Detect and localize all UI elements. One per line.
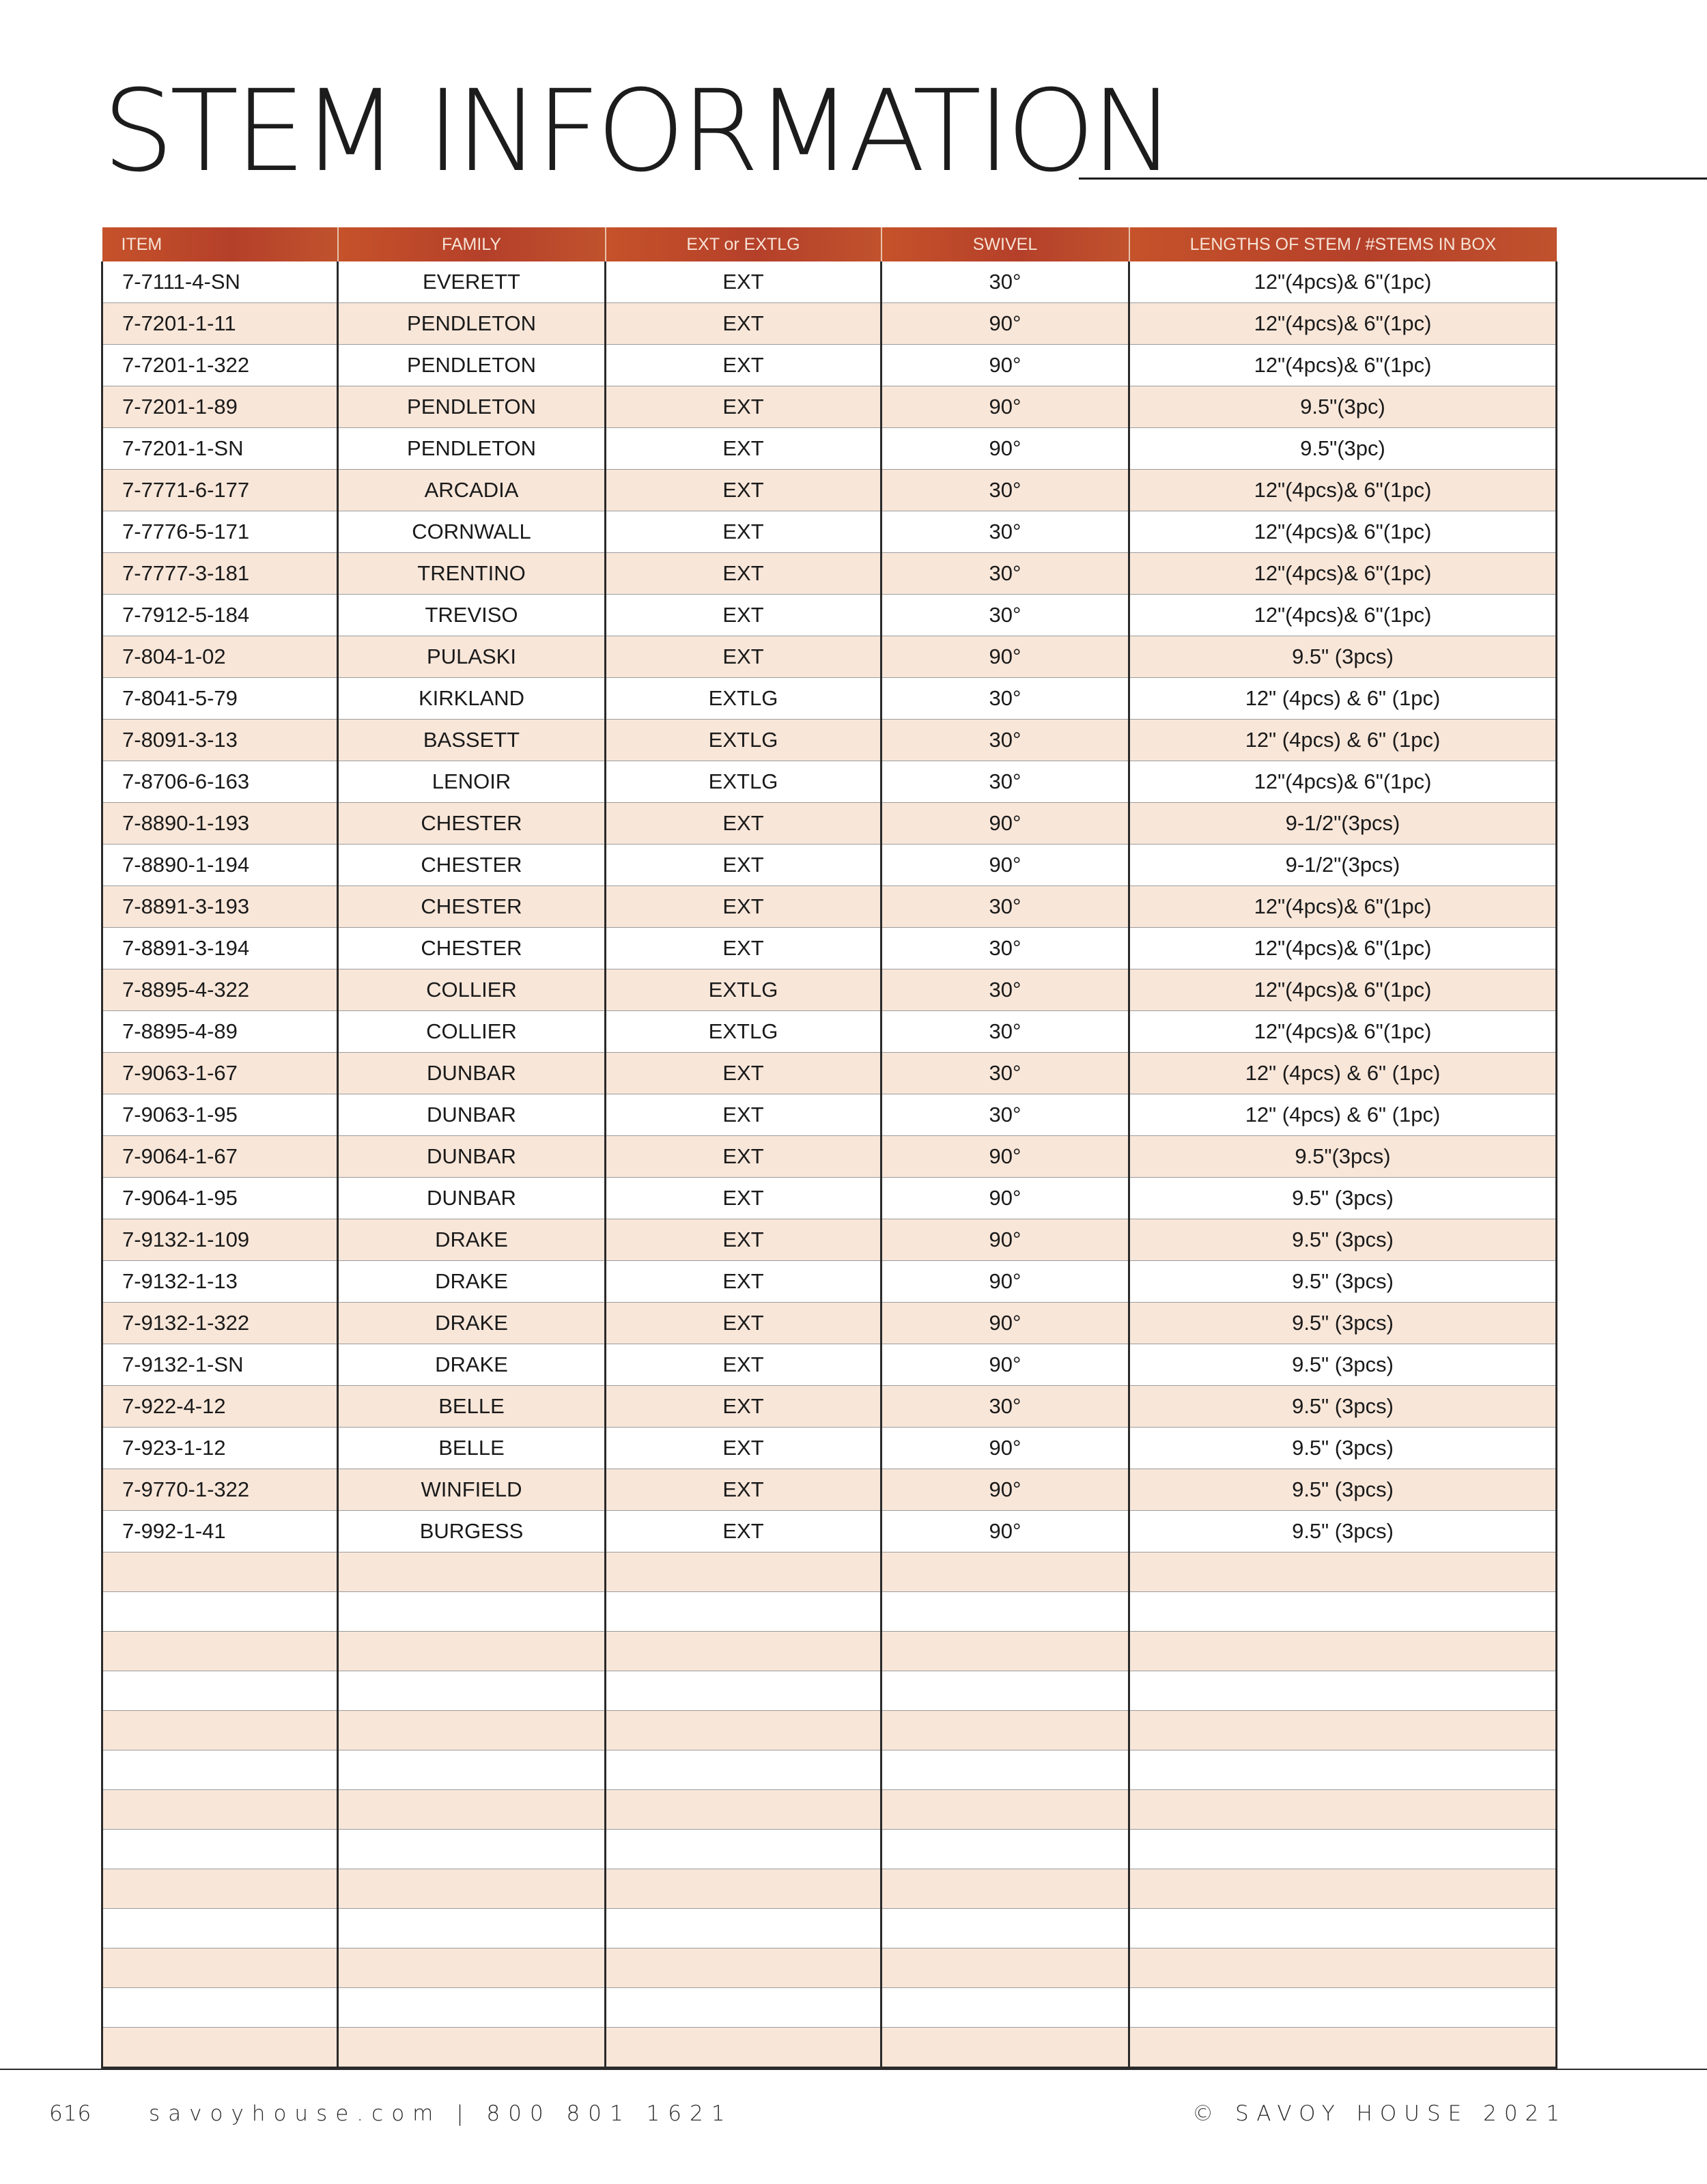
cell-family: KIRKLAND	[338, 678, 606, 720]
cell-ext: EXT	[606, 1303, 881, 1344]
empty-cell	[606, 1671, 881, 1711]
cell-ext: EXT	[606, 386, 881, 428]
empty-cell	[606, 2028, 881, 2068]
cell-swivel: 30°	[881, 928, 1129, 969]
cell-swivel: 90°	[881, 386, 1129, 428]
cell-family: TREVISO	[338, 595, 606, 636]
cell-family: CHESTER	[338, 803, 606, 845]
cell-swivel: 30°	[881, 1011, 1129, 1053]
cell-family: LENOIR	[338, 761, 606, 803]
empty-cell	[881, 1948, 1129, 1988]
empty-cell	[1129, 1988, 1557, 2028]
cell-item: 7-7776-5-171	[102, 511, 338, 553]
cell-family: TRENTINO	[338, 553, 606, 595]
cell-ext: EXT	[606, 1428, 881, 1469]
cell-ext: EXT	[606, 1344, 881, 1386]
cell-lengths: 9.5" (3pcs)	[1129, 636, 1557, 678]
empty-cell	[102, 1909, 338, 1948]
cell-lengths: 12"(4pcs)& 6"(1pc)	[1129, 511, 1557, 553]
cell-item: 7-8891-3-194	[102, 928, 338, 969]
cell-lengths: 12"(4pcs)& 6"(1pc)	[1129, 303, 1557, 345]
cell-family: CHESTER	[338, 928, 606, 969]
empty-cell	[606, 1948, 881, 1988]
table-row	[102, 1261, 1557, 1303]
cell-ext: EXT	[606, 511, 881, 553]
cell-swivel: 30°	[881, 511, 1129, 553]
cell-ext: EXT	[606, 1094, 881, 1136]
cell-family: PENDLETON	[338, 428, 606, 470]
table-row	[102, 1011, 1557, 1053]
empty-cell	[881, 1909, 1129, 1948]
cell-family: PULASKI	[338, 636, 606, 678]
table-row	[102, 720, 1557, 761]
table-row	[102, 1219, 1557, 1261]
table-row	[102, 1344, 1557, 1386]
cell-item: 7-8706-6-163	[102, 761, 338, 803]
empty-cell	[1129, 1671, 1557, 1711]
cell-family: DRAKE	[338, 1344, 606, 1386]
cell-lengths: 12"(4pcs)& 6"(1pc)	[1129, 261, 1557, 303]
cell-item: 7-9132-1-13	[102, 1261, 338, 1303]
cell-swivel: 30°	[881, 1386, 1129, 1428]
empty-cell	[102, 1988, 338, 2028]
empty-cell	[606, 1632, 881, 1671]
cell-item: 7-7201-1-89	[102, 386, 338, 428]
cell-item: 7-8890-1-194	[102, 845, 338, 886]
table-header-row	[102, 227, 1557, 261]
cell-family: CHESTER	[338, 845, 606, 886]
empty-cell	[606, 1830, 881, 1869]
empty-table-row	[102, 1948, 1557, 1988]
empty-table-row	[102, 1592, 1557, 1632]
table-row	[102, 595, 1557, 636]
cell-ext: EXT	[606, 345, 881, 386]
cell-family: PENDLETON	[338, 345, 606, 386]
cell-swivel: 30°	[881, 886, 1129, 928]
cell-ext: EXT	[606, 1261, 881, 1303]
cell-swivel: 90°	[881, 803, 1129, 845]
cell-lengths: 12"(4pcs)& 6"(1pc)	[1129, 595, 1557, 636]
cell-family: BELLE	[338, 1428, 606, 1469]
cell-swivel: 30°	[881, 261, 1129, 303]
cell-item: 7-9770-1-322	[102, 1469, 338, 1511]
cell-ext: EXT	[606, 1053, 881, 1094]
empty-cell	[881, 1671, 1129, 1711]
empty-cell	[606, 1869, 881, 1909]
cell-swivel: 90°	[881, 1136, 1129, 1178]
empty-cell	[102, 1632, 338, 1671]
cell-ext: EXT	[606, 1178, 881, 1219]
cell-swivel: 90°	[881, 1178, 1129, 1219]
empty-table-row	[102, 1711, 1557, 1750]
empty-cell	[1129, 1632, 1557, 1671]
cell-lengths: 9.5" (3pcs)	[1129, 1386, 1557, 1428]
empty-cell	[881, 1592, 1129, 1632]
cell-lengths: 12" (4pcs) & 6" (1pc)	[1129, 678, 1557, 720]
cell-ext: EXTLG	[606, 678, 881, 720]
table-row	[102, 928, 1557, 969]
cell-lengths: 12" (4pcs) & 6" (1pc)	[1129, 1053, 1557, 1094]
cell-item: 7-8891-3-193	[102, 886, 338, 928]
cell-item: 7-8890-1-193	[102, 803, 338, 845]
cell-item: 7-9132-1-109	[102, 1219, 338, 1261]
cell-ext: EXT	[606, 803, 881, 845]
empty-cell	[102, 1830, 338, 1869]
cell-family: BELLE	[338, 1386, 606, 1428]
empty-cell	[1129, 1711, 1557, 1750]
cell-family: CHESTER	[338, 886, 606, 928]
cell-item: 7-922-4-12	[102, 1386, 338, 1428]
col-header-lengths: LENGTHS OF STEM / #STEMS IN BOX	[1129, 227, 1557, 261]
empty-cell	[1129, 2028, 1557, 2068]
cell-item: 7-8041-5-79	[102, 678, 338, 720]
cell-swivel: 90°	[881, 1261, 1129, 1303]
cell-ext: EXT	[606, 1386, 881, 1428]
cell-family: COLLIER	[338, 1011, 606, 1053]
cell-lengths: 12"(4pcs)& 6"(1pc)	[1129, 553, 1557, 595]
empty-cell	[338, 1592, 606, 1632]
cell-item: 7-9064-1-95	[102, 1178, 338, 1219]
cell-swivel: 30°	[881, 1094, 1129, 1136]
cell-item: 7-7912-5-184	[102, 595, 338, 636]
cell-lengths: 9.5"(3pcs)	[1129, 1136, 1557, 1178]
cell-family: BURGESS	[338, 1511, 606, 1552]
empty-cell	[881, 1790, 1129, 1830]
cell-ext: EXTLG	[606, 1011, 881, 1053]
empty-cell	[102, 1552, 338, 1592]
empty-cell	[1129, 1790, 1557, 1830]
cell-item: 7-7777-3-181	[102, 553, 338, 595]
cell-lengths: 12" (4pcs) & 6" (1pc)	[1129, 1094, 1557, 1136]
cell-swivel: 90°	[881, 345, 1129, 386]
cell-ext: EXTLG	[606, 761, 881, 803]
cell-family: CORNWALL	[338, 511, 606, 553]
cell-lengths: 9.5" (3pcs)	[1129, 1303, 1557, 1344]
cell-swivel: 90°	[881, 428, 1129, 470]
cell-item: 7-9132-1-SN	[102, 1344, 338, 1386]
cell-lengths: 12"(4pcs)& 6"(1pc)	[1129, 969, 1557, 1011]
table-row	[102, 969, 1557, 1011]
cell-ext: EXT	[606, 928, 881, 969]
empty-cell	[1129, 1948, 1557, 1988]
table-row	[102, 636, 1557, 678]
empty-cell	[338, 1750, 606, 1790]
cell-swivel: 30°	[881, 595, 1129, 636]
cell-swivel: 90°	[881, 303, 1129, 345]
table-row	[102, 1094, 1557, 1136]
cell-lengths: 12"(4pcs)& 6"(1pc)	[1129, 1011, 1557, 1053]
cell-swivel: 90°	[881, 636, 1129, 678]
cell-lengths: 12"(4pcs)& 6"(1pc)	[1129, 470, 1557, 511]
empty-cell	[881, 1750, 1129, 1790]
empty-cell	[338, 1552, 606, 1592]
cell-swivel: 90°	[881, 1428, 1129, 1469]
footer-contact: savoyhouse.com | 800 801 1621	[149, 2101, 733, 2126]
empty-table-row	[102, 1988, 1557, 2028]
cell-item: 7-9063-1-67	[102, 1053, 338, 1094]
col-header-ext: EXT or EXTLG	[606, 227, 881, 261]
table-row	[102, 511, 1557, 553]
col-header-family: FAMILY	[338, 227, 606, 261]
table-row	[102, 1178, 1557, 1219]
cell-family: WINFIELD	[338, 1469, 606, 1511]
cell-lengths: 12" (4pcs) & 6" (1pc)	[1129, 720, 1557, 761]
cell-ext: EXT	[606, 636, 881, 678]
cell-lengths: 9.5" (3pcs)	[1129, 1219, 1557, 1261]
table-row	[102, 553, 1557, 595]
table-row	[102, 261, 1557, 303]
empty-cell	[881, 1552, 1129, 1592]
empty-cell	[881, 1632, 1129, 1671]
cell-swivel: 90°	[881, 1344, 1129, 1386]
empty-table-row	[102, 2028, 1557, 2068]
table-row	[102, 303, 1557, 345]
cell-lengths: 9.5" (3pcs)	[1129, 1428, 1557, 1469]
footer-copyright: © SAVOY HOUSE 2021	[1192, 2101, 1567, 2126]
cell-lengths: 12"(4pcs)& 6"(1pc)	[1129, 345, 1557, 386]
cell-ext: EXT	[606, 595, 881, 636]
stem-table	[101, 227, 1557, 2069]
table-row	[102, 1511, 1557, 1552]
cell-family: DRAKE	[338, 1219, 606, 1261]
empty-cell	[606, 1592, 881, 1632]
cell-ext: EXT	[606, 470, 881, 511]
empty-cell	[1129, 1830, 1557, 1869]
empty-cell	[881, 1869, 1129, 1909]
empty-cell	[338, 1869, 606, 1909]
empty-cell	[606, 1750, 881, 1790]
empty-cell	[881, 1830, 1129, 1869]
empty-cell	[606, 1711, 881, 1750]
cell-family: DUNBAR	[338, 1053, 606, 1094]
table-row	[102, 1386, 1557, 1428]
cell-family: COLLIER	[338, 969, 606, 1011]
cell-item: 7-7201-1-SN	[102, 428, 338, 470]
cell-ext: EXT	[606, 1136, 881, 1178]
cell-item: 7-7201-1-11	[102, 303, 338, 345]
cell-swivel: 30°	[881, 720, 1129, 761]
empty-table-row	[102, 1909, 1557, 1948]
cell-swivel: 30°	[881, 553, 1129, 595]
cell-item: 7-804-1-02	[102, 636, 338, 678]
cell-swivel: 30°	[881, 969, 1129, 1011]
cell-ext: EXT	[606, 553, 881, 595]
empty-cell	[102, 1790, 338, 1830]
empty-table-row	[102, 1750, 1557, 1790]
table-row	[102, 1053, 1557, 1094]
cell-item: 7-7201-1-322	[102, 345, 338, 386]
empty-table-row	[102, 1830, 1557, 1869]
cell-item: 7-9132-1-322	[102, 1303, 338, 1344]
cell-item: 7-9063-1-95	[102, 1094, 338, 1136]
empty-cell	[102, 1750, 338, 1790]
cell-item: 7-992-1-41	[102, 1511, 338, 1552]
empty-table-row	[102, 1790, 1557, 1830]
cell-family: BASSETT	[338, 720, 606, 761]
empty-cell	[102, 1948, 338, 1988]
cell-family: PENDLETON	[338, 303, 606, 345]
empty-cell	[102, 1592, 338, 1632]
cell-family: ARCADIA	[338, 470, 606, 511]
cell-item: 7-7771-6-177	[102, 470, 338, 511]
empty-cell	[102, 1869, 338, 1909]
cell-lengths: 9.5" (3pcs)	[1129, 1511, 1557, 1552]
empty-cell	[881, 1711, 1129, 1750]
cell-ext: EXT	[606, 1511, 881, 1552]
empty-cell	[102, 2028, 338, 2068]
empty-cell	[338, 1830, 606, 1869]
empty-cell	[338, 1948, 606, 1988]
page-number: 616	[49, 2101, 92, 2126]
footer-rule	[0, 2069, 1707, 2070]
cell-family: DRAKE	[338, 1303, 606, 1344]
cell-swivel: 90°	[881, 1219, 1129, 1261]
cell-item: 7-8895-4-322	[102, 969, 338, 1011]
table-row	[102, 678, 1557, 720]
empty-cell	[338, 1790, 606, 1830]
table-row	[102, 886, 1557, 928]
empty-cell	[606, 1552, 881, 1592]
table-row	[102, 1303, 1557, 1344]
table-row	[102, 1469, 1557, 1511]
empty-table-row	[102, 1552, 1557, 1592]
col-header-swivel: SWIVEL	[881, 227, 1129, 261]
col-header-item: ITEM	[102, 227, 338, 261]
cell-ext: EXTLG	[606, 969, 881, 1011]
cell-swivel: 90°	[881, 1303, 1129, 1344]
table-row	[102, 803, 1557, 845]
empty-cell	[606, 1909, 881, 1948]
table-row	[102, 345, 1557, 386]
cell-lengths: 9.5" (3pcs)	[1129, 1261, 1557, 1303]
table-row	[102, 428, 1557, 470]
cell-ext: EXT	[606, 845, 881, 886]
cell-lengths: 9-1/2"(3pcs)	[1129, 803, 1557, 845]
cell-ext: EXTLG	[606, 720, 881, 761]
cell-family: PENDLETON	[338, 386, 606, 428]
cell-family: DUNBAR	[338, 1136, 606, 1178]
empty-cell	[881, 2028, 1129, 2068]
empty-cell	[1129, 1750, 1557, 1790]
cell-item: 7-923-1-12	[102, 1428, 338, 1469]
cell-item: 7-9064-1-67	[102, 1136, 338, 1178]
table-row	[102, 386, 1557, 428]
empty-cell	[338, 1632, 606, 1671]
table-row	[102, 761, 1557, 803]
table-row	[102, 845, 1557, 886]
table-row	[102, 1136, 1557, 1178]
empty-cell	[102, 1671, 338, 1711]
cell-swivel: 90°	[881, 1469, 1129, 1511]
cell-lengths: 9.5" (3pcs)	[1129, 1469, 1557, 1511]
empty-cell	[102, 1711, 338, 1750]
table-row	[102, 470, 1557, 511]
cell-swivel: 30°	[881, 470, 1129, 511]
empty-cell	[606, 1988, 881, 2028]
empty-cell	[1129, 1552, 1557, 1592]
title-rule	[1079, 178, 1707, 180]
cell-ext: EXT	[606, 1219, 881, 1261]
cell-lengths: 9.5" (3pcs)	[1129, 1344, 1557, 1386]
cell-family: DRAKE	[338, 1261, 606, 1303]
empty-cell	[338, 1671, 606, 1711]
empty-cell	[338, 1711, 606, 1750]
cell-family: DUNBAR	[338, 1178, 606, 1219]
empty-cell	[338, 1909, 606, 1948]
empty-cell	[338, 1988, 606, 2028]
table-row	[102, 1428, 1557, 1469]
cell-lengths: 12"(4pcs)& 6"(1pc)	[1129, 886, 1557, 928]
cell-lengths: 9.5"(3pc)	[1129, 386, 1557, 428]
cell-swivel: 90°	[881, 1511, 1129, 1552]
cell-ext: EXT	[606, 428, 881, 470]
table-body	[102, 261, 1557, 2068]
cell-lengths: 9-1/2"(3pcs)	[1129, 845, 1557, 886]
cell-lengths: 9.5" (3pcs)	[1129, 1178, 1557, 1219]
cell-swivel: 90°	[881, 845, 1129, 886]
cell-swivel: 30°	[881, 678, 1129, 720]
cell-lengths: 12"(4pcs)& 6"(1pc)	[1129, 761, 1557, 803]
empty-cell	[1129, 1909, 1557, 1948]
cell-swivel: 30°	[881, 1053, 1129, 1094]
empty-table-row	[102, 1869, 1557, 1909]
cell-item: 7-7111-4-SN	[102, 261, 338, 303]
empty-cell	[338, 2028, 606, 2068]
cell-item: 7-8895-4-89	[102, 1011, 338, 1053]
cell-ext: EXT	[606, 261, 881, 303]
cell-lengths: 9.5"(3pc)	[1129, 428, 1557, 470]
empty-table-row	[102, 1632, 1557, 1671]
empty-cell	[1129, 1592, 1557, 1632]
cell-family: DUNBAR	[338, 1094, 606, 1136]
cell-ext: EXT	[606, 1469, 881, 1511]
cell-ext: EXT	[606, 303, 881, 345]
empty-table-row	[102, 1671, 1557, 1711]
page-title: STEM INFORMATION	[102, 66, 1172, 197]
cell-item: 7-8091-3-13	[102, 720, 338, 761]
empty-cell	[1129, 1869, 1557, 1909]
cell-swivel: 30°	[881, 761, 1129, 803]
empty-cell	[606, 1790, 881, 1830]
cell-lengths: 12"(4pcs)& 6"(1pc)	[1129, 928, 1557, 969]
cell-ext: EXT	[606, 886, 881, 928]
empty-cell	[881, 1988, 1129, 2028]
cell-family: EVERETT	[338, 261, 606, 303]
